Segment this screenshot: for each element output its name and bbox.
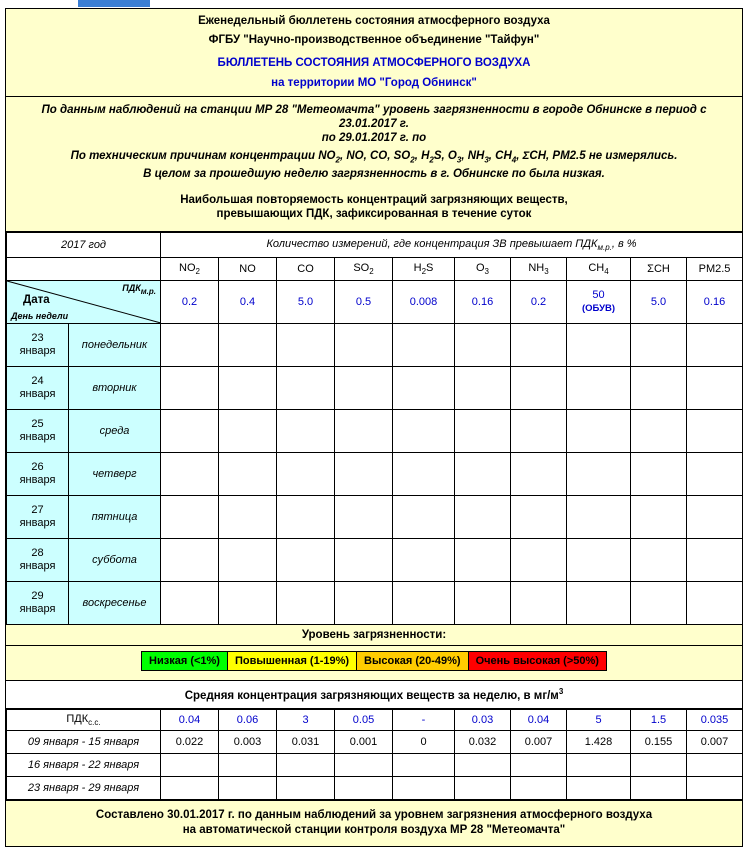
avg-cell-o3 (455, 777, 511, 800)
column-header-pm25: PM2.5 (687, 258, 743, 281)
summary-line-1: По данным наблюдений на станции МР 28 "Метеомачта" уровень загрязненности в городе Обнинске в период с 23.01.2017 г. (41, 104, 707, 130)
pdk-value-ch4-note: (ОБУВ) (581, 303, 616, 315)
avg-pdk-pm25: 0.035 (687, 710, 743, 731)
summary-line-3: В целом за прошедшую неделю загрязненность в г. Обнинске по была низкая. (143, 168, 605, 181)
row-date (7, 324, 69, 367)
window-titlebar-strip (78, 0, 150, 7)
cell-co (277, 496, 335, 539)
cell-nh3 (511, 410, 567, 453)
legend-item-elevated: Повышенная (1-19%) (228, 652, 357, 670)
row-date-day: 26 (31, 461, 44, 474)
average-row (7, 777, 743, 800)
cell-co (277, 367, 335, 410)
pdk-mr-label: $ПДК_{м.р.}$ (122, 283, 156, 297)
avg-pdk-nh3: 0.04 (511, 710, 567, 731)
footer-line-1: Составлено 30.01.2017 г. по данным наблюдений за уровнем загрязнения атмосферного воздуха (95, 809, 653, 822)
average-table (6, 709, 743, 800)
cell-nh3 (511, 582, 567, 625)
cell-h2s (393, 324, 455, 367)
average-row (7, 731, 743, 754)
row-date-day: 28 (31, 547, 44, 560)
pdk-value-co: 5.0 (277, 281, 335, 324)
exceedance-table (6, 232, 743, 625)
row-date (7, 367, 69, 410)
legend-item-high: Высокая (20-49%) (357, 652, 469, 670)
cell-no (219, 410, 277, 453)
column-header-co: CO (277, 258, 335, 281)
avg-cell-ch4: 1.428 (567, 731, 631, 754)
avg-cell-so2 (335, 754, 393, 777)
avg-pdk-o3: 0.03 (455, 710, 511, 731)
row-weekday: понедельник (69, 324, 161, 367)
cell-h2s (393, 410, 455, 453)
row-weekday: среда (69, 410, 161, 453)
avg-cell-pm25 (687, 754, 743, 777)
cell-ch4 (567, 324, 631, 367)
pdk-value-ch4 (567, 281, 631, 324)
avg-cell-h2s (393, 754, 455, 777)
pdk-value-so2: 0.5 (335, 281, 393, 324)
average-title-text: Средняя концентрация загрязняющих веществ за неделю, в мг/м (184, 690, 559, 703)
cell-so2 (335, 410, 393, 453)
cell-ch4 (567, 410, 631, 453)
cell-ch4 (567, 539, 631, 582)
cell-pm25 (687, 582, 743, 625)
cell-ch4 (567, 496, 631, 539)
table-row (7, 410, 743, 453)
cell-sigma-ch (631, 410, 687, 453)
cell-so2 (335, 496, 393, 539)
cell-h2s (393, 539, 455, 582)
table-row (7, 496, 743, 539)
avg-cell-sigma-ch: 0.155 (631, 731, 687, 754)
row-date (7, 496, 69, 539)
cell-sigma-ch (631, 367, 687, 410)
cell-no (219, 367, 277, 410)
row-date-month: января (19, 345, 56, 358)
avg-cell-ch4 (567, 754, 631, 777)
pdk-value-ch4-number: 50 (592, 289, 605, 302)
pdk-diagonal-cell (7, 281, 161, 324)
cell-so2 (335, 324, 393, 367)
cell-no2 (161, 496, 219, 539)
pdk-value-pm25: 0.16 (687, 281, 743, 324)
avg-pdk-sigma-ch: 1.5 (631, 710, 687, 731)
row-date (7, 410, 69, 453)
cell-nh3 (511, 367, 567, 410)
avg-cell-nh3: 0.007 (511, 731, 567, 754)
cell-co (277, 410, 335, 453)
cell-o3 (455, 367, 511, 410)
pdk-value-no: 0.4 (219, 281, 277, 324)
row-weekday: четверг (69, 453, 161, 496)
footer-line-2: на автоматической станции контроля воздуха МР 28 "Метеомачта" (182, 824, 566, 837)
pdk-value-no2: 0.2 (161, 281, 219, 324)
avg-cell-no (219, 754, 277, 777)
avg-cell-no2: 0.022 (161, 731, 219, 754)
cell-no2 (161, 453, 219, 496)
cell-no (219, 582, 277, 625)
column-header-nh3: $NH_3$ (511, 258, 567, 281)
cell-pm25 (687, 539, 743, 582)
cell-no (219, 324, 277, 367)
row-date-month: января (19, 431, 56, 444)
cell-ch4 (567, 453, 631, 496)
row-date-day: 23 (31, 332, 44, 345)
row-weekday: вторник (69, 367, 161, 410)
row-date (7, 582, 69, 625)
pdk-value-o3: 0.16 (455, 281, 511, 324)
empty-corner (7, 258, 161, 281)
year-label: 2017 год (7, 233, 161, 258)
average-row (7, 754, 743, 777)
table-header-row-2 (7, 258, 743, 281)
avg-cell-pm25: 0.007 (687, 731, 743, 754)
cell-nh3 (511, 453, 567, 496)
avg-cell-so2: 0.001 (335, 731, 393, 754)
cell-no2 (161, 410, 219, 453)
cell-nh3 (511, 539, 567, 582)
avg-cell-no (219, 777, 277, 800)
row-date-month: января (19, 560, 56, 573)
average-period: 09 января - 15 января (7, 731, 161, 754)
cell-co (277, 453, 335, 496)
legend-strip (141, 651, 607, 671)
column-header-o3: $O_3$ (455, 258, 511, 281)
pdk-value-h2s: 0.008 (393, 281, 455, 324)
cell-nh3 (511, 496, 567, 539)
cell-sigma-ch (631, 496, 687, 539)
row-date (7, 453, 69, 496)
pdk-row (7, 281, 743, 324)
avg-cell-no2 (161, 754, 219, 777)
average-title-sup: 3 (558, 687, 564, 697)
document-header (6, 9, 742, 97)
cell-co (277, 324, 335, 367)
cell-pm25 (687, 324, 743, 367)
avg-pdk-no: 0.06 (219, 710, 277, 731)
cell-no2 (161, 582, 219, 625)
cell-pm25 (687, 410, 743, 453)
cell-o3 (455, 453, 511, 496)
avg-cell-pm25 (687, 777, 743, 800)
header-line-2: ФГБУ "Научно-производственное объединение "Тайфун" (208, 34, 540, 46)
avg-cell-so2 (335, 777, 393, 800)
row-date-day: 27 (31, 504, 44, 517)
cell-no2 (161, 539, 219, 582)
date-label: Дата (23, 294, 50, 307)
avg-cell-o3 (455, 754, 511, 777)
column-header-sigma-ch: ΣCH (631, 258, 687, 281)
cell-co (277, 582, 335, 625)
cell-pm25 (687, 453, 743, 496)
header-line-1: Еженедельный бюллетень состояния атмосферного воздуха (198, 15, 550, 27)
avg-cell-nh3 (511, 777, 567, 800)
average-section-title (6, 681, 742, 709)
avg-cell-co (277, 754, 335, 777)
avg-cell-no: 0.003 (219, 731, 277, 754)
column-header-so2: $SO_2$ (335, 258, 393, 281)
row-weekday: суббота (69, 539, 161, 582)
cell-ch4 (567, 367, 631, 410)
avg-pdk-no2: 0.04 (161, 710, 219, 731)
cell-no (219, 453, 277, 496)
cell-sigma-ch (631, 453, 687, 496)
cell-o3 (455, 410, 511, 453)
pdk-value-sigma-ch: 5.0 (631, 281, 687, 324)
avg-cell-h2s: 0 (393, 731, 455, 754)
cell-o3 (455, 582, 511, 625)
cell-so2 (335, 539, 393, 582)
day-of-week-label: День недели (11, 311, 69, 322)
avg-cell-co (277, 777, 335, 800)
cell-ch4 (567, 582, 631, 625)
row-date-day: 25 (31, 418, 44, 431)
cell-no (219, 539, 277, 582)
cell-nh3 (511, 324, 567, 367)
summary-line-1b: по 29.01.2017 г. по (321, 132, 427, 144)
header-title: БЮЛЛЕТЕНЬ СОСТОЯНИЯ АТМОСФЕРНОГО ВОЗДУХА (217, 57, 531, 69)
table-header-row-1 (7, 233, 743, 258)
row-date-month: января (19, 388, 56, 401)
avg-pdk-h2s: - (393, 710, 455, 731)
cell-no (219, 496, 277, 539)
row-date-month: января (19, 474, 56, 487)
legend-item-low: Низкая (<1%) (142, 652, 228, 670)
cell-co (277, 539, 335, 582)
table-row (7, 324, 743, 367)
legend-item-very-high: Очень высокая (>50%) (469, 652, 606, 670)
legend-title: Уровень загрязненности: (6, 625, 742, 646)
row-date-day: 24 (31, 375, 44, 388)
cell-o3 (455, 324, 511, 367)
bulletin-document (5, 8, 743, 847)
avg-pdk-co: 3 (277, 710, 335, 731)
average-header-row (7, 710, 743, 731)
row-date-day: 29 (31, 590, 44, 603)
column-header-no: NO (219, 258, 277, 281)
pdk-value-nh3: 0.2 (511, 281, 567, 324)
row-weekday: пятница (69, 496, 161, 539)
avg-cell-no2 (161, 777, 219, 800)
row-date (7, 539, 69, 582)
cell-h2s (393, 496, 455, 539)
row-date-month: января (19, 603, 56, 616)
cell-pm25 (687, 496, 743, 539)
avg-cell-sigma-ch (631, 754, 687, 777)
summary-block (6, 97, 742, 232)
avg-cell-o3: 0.032 (455, 731, 511, 754)
row-date-month: января (19, 517, 56, 530)
cell-no2 (161, 367, 219, 410)
legend-row (6, 646, 742, 681)
table-row (7, 539, 743, 582)
summary-line-4a: Наибольшая повторяемость концентраций загрязняющих веществ, (180, 194, 568, 207)
cell-so2 (335, 367, 393, 410)
avg-cell-ch4 (567, 777, 631, 800)
cell-sigma-ch (631, 324, 687, 367)
cell-sigma-ch (631, 539, 687, 582)
table-row (7, 453, 743, 496)
table-row (7, 582, 743, 625)
table-row (7, 367, 743, 410)
document-footer (6, 800, 742, 846)
avg-cell-co: 0.031 (277, 731, 335, 754)
header-subtitle: на территории МО "Город Обнинск" (271, 77, 477, 89)
cell-o3 (455, 496, 511, 539)
cell-so2 (335, 582, 393, 625)
avg-cell-sigma-ch (631, 777, 687, 800)
cell-h2s (393, 367, 455, 410)
avg-cell-h2s (393, 777, 455, 800)
avg-pdk-ch4: 5 (567, 710, 631, 731)
average-period: 16 января - 22 января (7, 754, 161, 777)
pdk-ss-label: $ПДК_{с.с.}$ (7, 710, 161, 731)
row-weekday: воскресенье (69, 582, 161, 625)
cell-pm25 (687, 367, 743, 410)
cell-h2s (393, 453, 455, 496)
cell-sigma-ch (631, 582, 687, 625)
column-header-no2: $NO_2$ (161, 258, 219, 281)
column-header-h2s: $H_2S$ (393, 258, 455, 281)
cell-so2 (335, 453, 393, 496)
summary-line-2: По техническим причинам концентрации $NO_2$, NO, CO, $SO_2$, $H_2S$, $O_3$, $NH_3$, $CH_4$, ΣCH, PM2.5 не измерялись. (70, 150, 678, 165)
cell-no2 (161, 324, 219, 367)
summary-line-4b: превышающих ПДК, зафиксированная в течение суток (216, 208, 532, 221)
cell-o3 (455, 539, 511, 582)
avg-pdk-so2: 0.05 (335, 710, 393, 731)
column-header-ch4: $CH_4$ (567, 258, 631, 281)
average-period: 23 января - 29 января (7, 777, 161, 800)
cell-h2s (393, 582, 455, 625)
quantity-title: Количество измерений, где концентрация ЗВ превышает $ПДК_{м.р.}$, в % (161, 233, 743, 258)
avg-cell-nh3 (511, 754, 567, 777)
